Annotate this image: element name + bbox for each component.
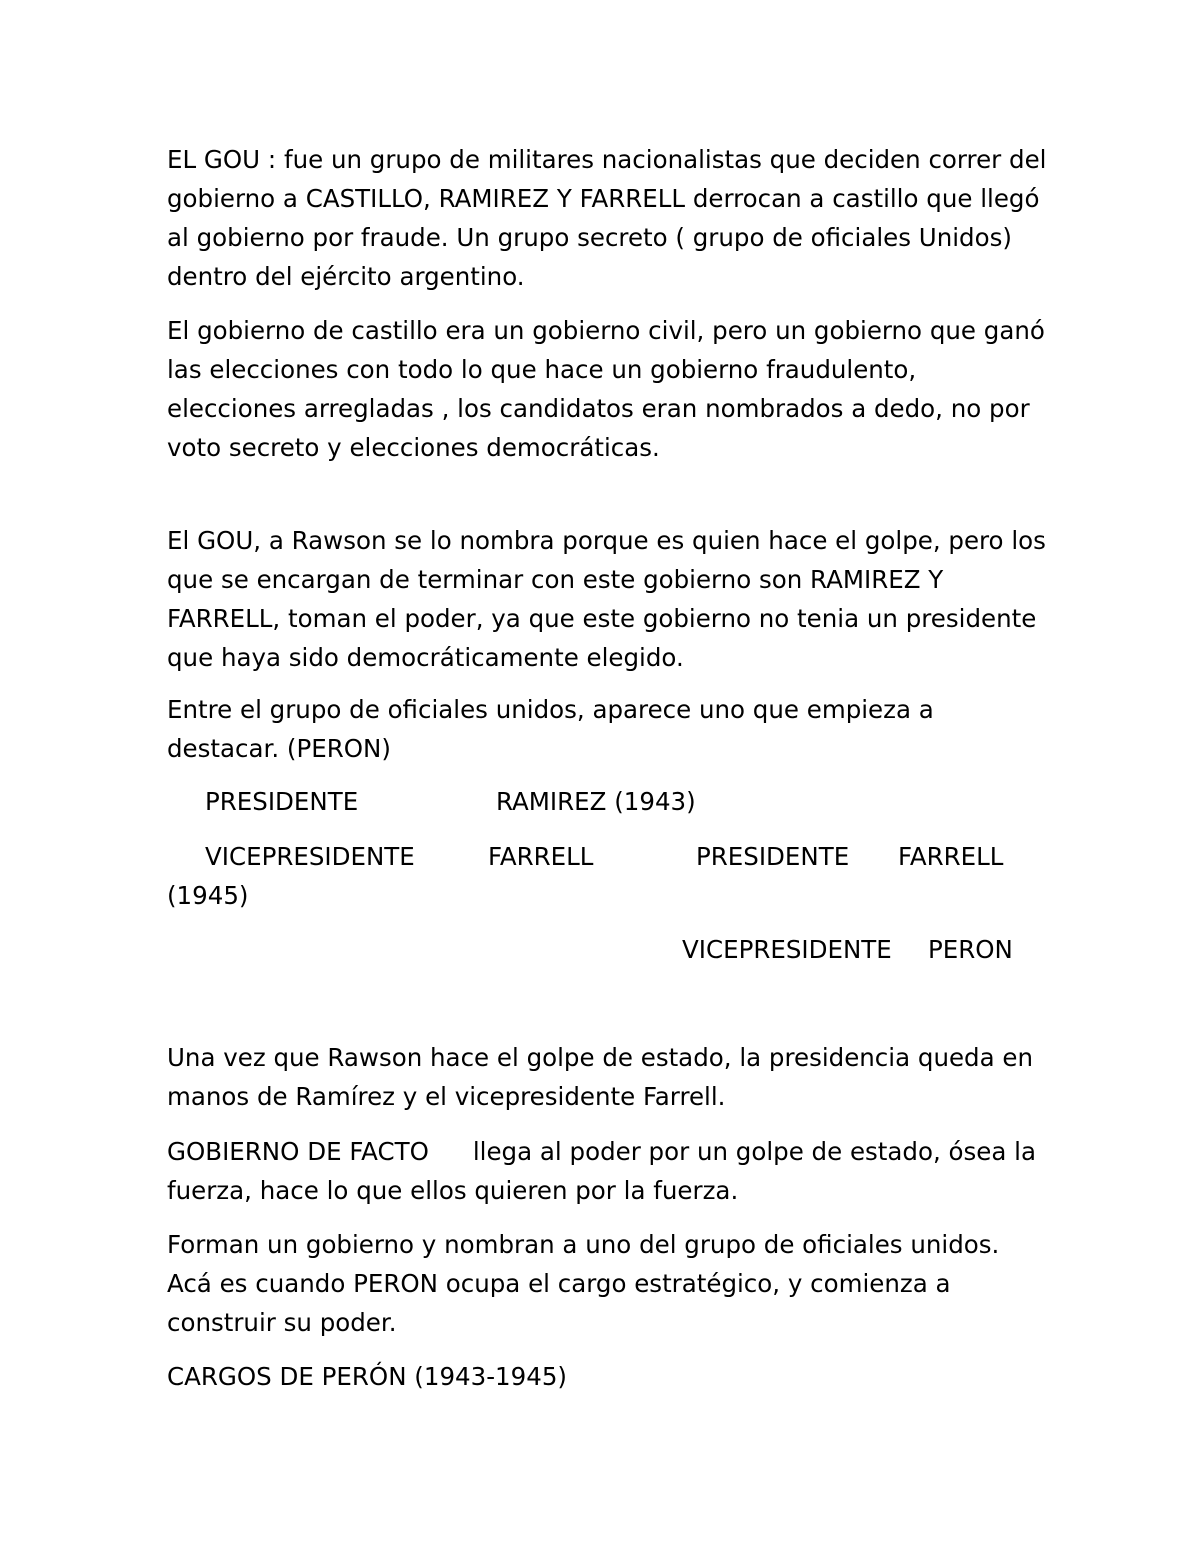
- table-row2-role-b: PRESIDENTE: [696, 842, 850, 871]
- table-row1-role: PRESIDENTE: [205, 787, 359, 816]
- heading-cargos-peron: CARGOS DE PERÓN (1943-1945): [167, 1362, 567, 1391]
- table-row2-name: FARRELL: [488, 842, 594, 871]
- facto-term: GOBIERNO DE FACTO: [167, 1137, 429, 1166]
- paragraph-peron-emerges: Entre el grupo de oficiales unidos, aparece uno que empieza a destacar. (PERON): [167, 695, 934, 763]
- table-row2-role: VICEPRESIDENTE: [205, 842, 415, 871]
- table-row3-role: VICEPRESIDENTE: [682, 935, 892, 964]
- table-row2-name-b: FARRELL: [898, 842, 1004, 871]
- paragraph-gou-definition: EL GOU : fue un grupo de militares nacionalistas que deciden correr del gobierno a CASTILLO, RAMIREZ Y FARRELL derrocan a castillo que llegó al gobierno por fraude. Un grupo secreto ( grupo de oficiales Unidos) dentro del ejército argentino.: [167, 145, 1047, 291]
- table-row2-year: (1945): [167, 881, 249, 910]
- table-row1-name: RAMIREZ (1943): [496, 787, 696, 816]
- facto-definition: llega al poder por un golpe de estado, ósea la fuerza, hace lo que ellos quieren por la fuerza.: [167, 1137, 1036, 1205]
- table-row3-name: PERON: [928, 935, 1013, 964]
- paragraph-facto: [167, 1132, 1047, 1210]
- paragraph-rawson-coup: El GOU, a Rawson se lo nombra porque es quien hace el golpe, pero los que se encargan de terminar con este gobierno son RAMIREZ Y FARRELL, toman el poder, ya que este gobierno no tenia un presidente que haya sido democráticamente elegido.: [167, 526, 1046, 672]
- paragraph-peron-power: Forman un gobierno y nombran a uno del grupo de oficiales unidos. Acá es cuando PERON ocupa el cargo estratégico, y comienza a construir su poder.: [167, 1230, 1000, 1337]
- paragraph-presidency: Una vez que Rawson hace el golpe de estado, la presidencia queda en manos de Ramírez y el vicepresidente Farrell.: [167, 1043, 1033, 1111]
- paragraph-castillo-government: El gobierno de castillo era un gobierno civil, pero un gobierno que ganó las elecciones con todo lo que hace un gobierno fraudulento, elecciones arregladas , los candidatos eran nombrados a dedo, no por voto secreto y elecciones democráticas.: [167, 316, 1045, 462]
